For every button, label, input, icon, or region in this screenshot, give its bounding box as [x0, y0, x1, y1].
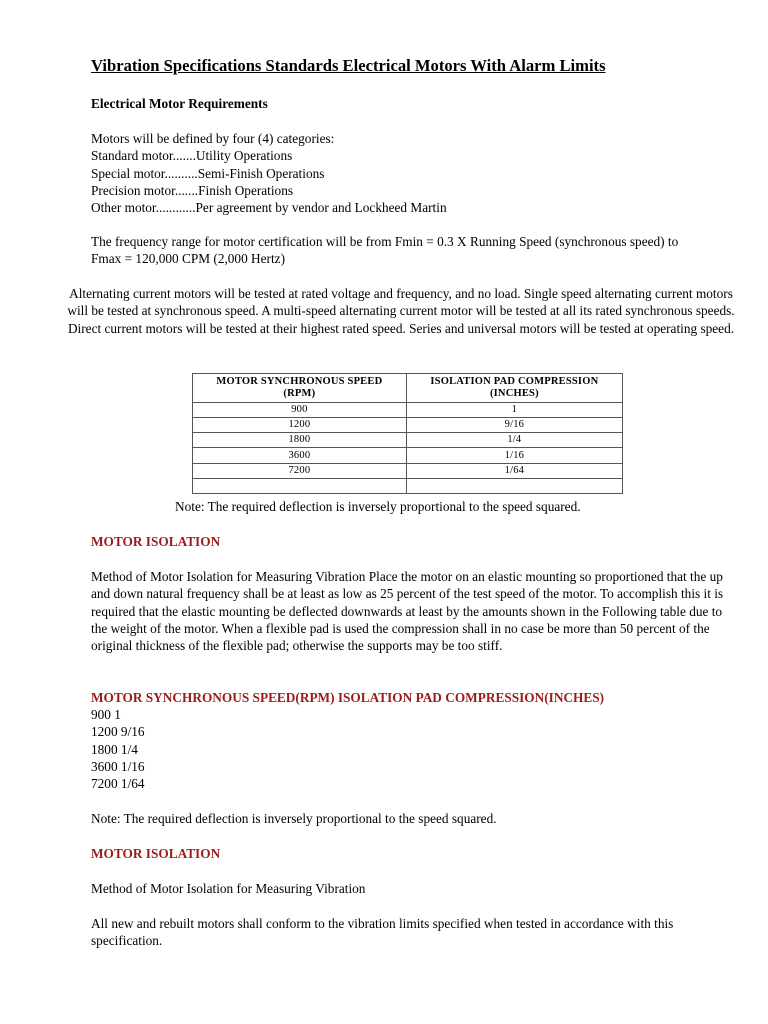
- header-speed-line1: MOTOR SYNCHRONOUS SPEED: [216, 376, 383, 387]
- cell-compression: 1/4: [406, 433, 622, 448]
- isolation-table-wrapper: [192, 373, 623, 494]
- table-row-empty: [193, 478, 623, 493]
- category-line: Other motor............Per agreement by vendor and Lockheed Martin: [91, 200, 447, 216]
- cell-speed: 7200: [193, 463, 407, 478]
- table-row: [193, 403, 623, 418]
- category-line: Precision motor.......Finish Operations: [91, 182, 294, 198]
- conformance-paragraph: All new and rebuilt motors shall conform to the vibration limits specified when tested in accordance with this specification.: [91, 916, 674, 949]
- document-title: Vibration Specifications Standards Electrical Motors With Alarm Limits: [91, 56, 606, 75]
- speed-line: 7200 1/64: [91, 776, 145, 792]
- cell-compression: 9/16: [406, 418, 622, 433]
- isolation-table: [192, 373, 623, 494]
- header-pad-line1: ISOLATION PAD COMPRESSION: [430, 376, 599, 387]
- cell-speed: 1200: [193, 418, 407, 433]
- testing-paragraph: Alternating current motors will be tested at rated voltage and frequency, and no load. Single speed alternating current motors will be tested at synchronous speed. A multi-speed alternating current motor will be tested at all its rated synchronous speeds. Direct current motors will be tested at their highest rated speed. Series and universal motors will be tested at operating speed.: [67, 286, 735, 336]
- motor-isolation-heading: MOTOR ISOLATION: [91, 534, 221, 549]
- method-line: Method of Motor Isolation for Measuring Vibration: [91, 881, 366, 896]
- speed-line: 1800 1/4: [91, 741, 138, 757]
- speed-compression-lines: [91, 706, 145, 792]
- header-speed-line2: (RPM): [283, 388, 316, 399]
- cell-compression: 1: [406, 403, 622, 418]
- table-row: [193, 448, 623, 463]
- header-pad-line2: (INCHES): [489, 388, 539, 399]
- table-header-row: [193, 374, 623, 403]
- cell-speed: 900: [193, 403, 407, 418]
- motor-categories: [91, 130, 447, 216]
- speed-line: 3600 1/16: [91, 758, 145, 774]
- categories-intro: Motors will be defined by four (4) categories:: [91, 131, 335, 146]
- speed-line: 900 1: [91, 707, 121, 722]
- cell-compression: 1/16: [406, 448, 622, 463]
- deflection-note: Note: The required deflection is inversely proportional to the speed squared.: [175, 499, 581, 514]
- category-line: Special motor..........Semi-Finish Operations: [91, 165, 325, 181]
- header-speed: [193, 374, 407, 403]
- category-line: Standard motor.......Utility Operations: [91, 148, 293, 164]
- speed-compression-heading: MOTOR SYNCHRONOUS SPEED(RPM) ISOLATION PAD COMPRESSION(INCHES): [91, 690, 605, 705]
- header-compression: [406, 374, 622, 403]
- speed-line: 1200 9/16: [91, 724, 145, 740]
- cell-compression: 1/64: [406, 463, 622, 478]
- frequency-paragraph: The frequency range for motor certification will be from Fmin = 0.3 X Running Speed (synchronous speed) to Fmax = 120,000 CPM (2,000 Hertz): [91, 234, 679, 267]
- table-row: [193, 418, 623, 433]
- section-subheading: Electrical Motor Requirements: [91, 96, 268, 111]
- cell-speed: 1800: [193, 433, 407, 448]
- deflection-note-2: Note: The required deflection is inversely proportional to the speed squared.: [91, 811, 497, 826]
- table-row: [193, 463, 623, 478]
- cell-speed: [193, 478, 407, 493]
- motor-isolation-heading-2: MOTOR ISOLATION: [91, 846, 221, 861]
- cell-speed: 3600: [193, 448, 407, 463]
- motor-isolation-paragraph: Method of Motor Isolation for Measuring Vibration Place the motor on an elastic mounting so proportioned that the up and down natural frequency shall be at least as low as 25 percent of the test speed of the motor. To accomplish this it is required that the elastic mounting be deflected downwards at least by the amounts shown in the Following table due to the weight of the motor. When a flexible pad is used the compression shall in no case be more than 50 percent of the original thickness of the flexible pad; otherwise the supports may be too stiff.: [91, 569, 724, 654]
- cell-compression: [406, 478, 622, 493]
- table-row: [193, 433, 623, 448]
